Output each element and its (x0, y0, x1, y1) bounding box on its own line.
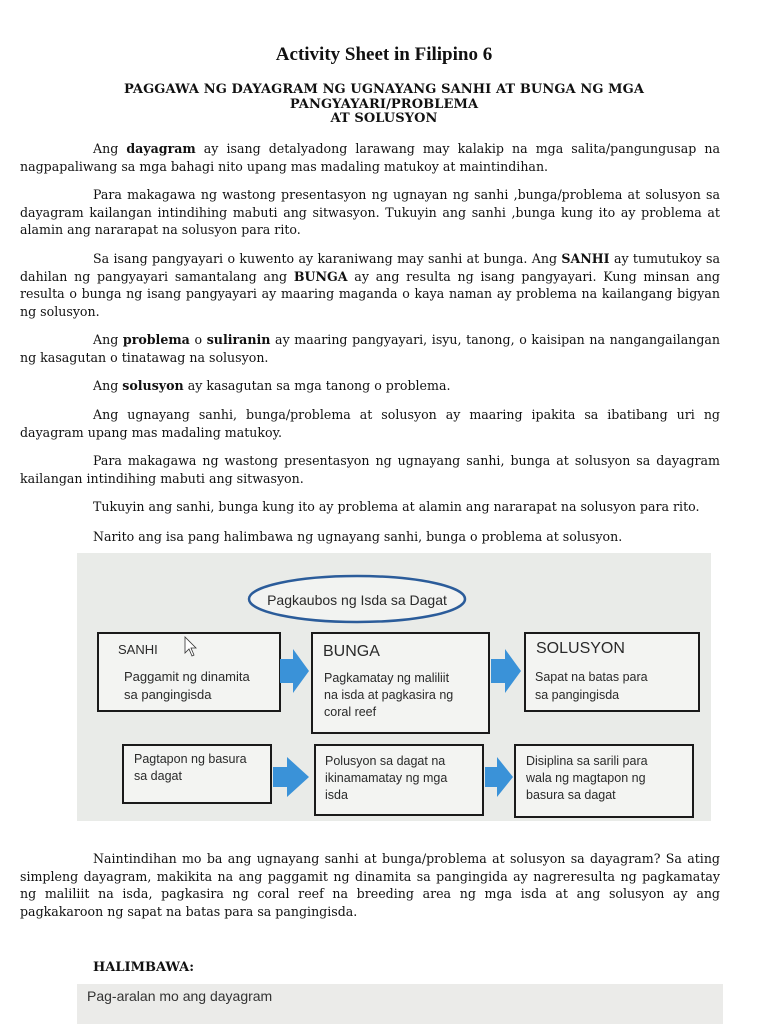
sanhi-1-line-1: Paggamit ng dinamita (124, 669, 250, 684)
solusyon-heading: SOLUSYON (536, 640, 625, 657)
arrow-right-icon (273, 757, 309, 797)
paragraph-naintindihan: Naintindihan mo ba ang ugnayang sanhi at bunga/problema at solusyon sa dayagram? Sa ating simpleng dayagram, makikita na ang paggamit ng dinamita sa pangingida ay nagreresulta ng pagkamatay ng maliliit na isda, pagkasira ng coral reef na breeding area ng mga isda at ang solusyon ay ang pagkakaroon ng sapat na batas para sa pangingisda. (20, 851, 720, 919)
term-solusyon: solusyon (122, 378, 184, 393)
sanhi-heading: SANHI (118, 642, 158, 657)
sanhi-2-line-1: Pagtapon ng basura (134, 752, 247, 766)
bunga-2-line-3: isda (325, 788, 348, 802)
solusyon-2-line-2: wala ng magtapon ng (526, 771, 646, 785)
bunga-1-line-3: coral reef (324, 705, 377, 719)
sanhi-2-line-2: sa dagat (134, 769, 182, 783)
term-bunga: BUNGA (293, 268, 348, 284)
subtitle-line-1: PAGGAWA NG DAYAGRAM NG UGNAYANG SANHI AT BUNGA NG MGA PANGYAYARI/PROBLEMA (123, 82, 645, 112)
study-diagram-label: Pag-aralan mo ang dayagram (87, 988, 273, 1004)
solusyon-2-line-3: basura sa dagat (526, 788, 616, 802)
solusyon-1-line-2: sa pangingisda (535, 688, 620, 702)
subtitle-line-2: AT SOLUSYON (330, 111, 438, 126)
page-title: Activity Sheet in Filipino 6 (275, 44, 493, 65)
paragraph-dayagram-definition: Ang dayagram ay isang detalyadong larawang may kalakip na mga salita/pangungusap na nagpapaliwang sa mga bahagi nito upang mas madaling matukoy at maintindihan. (20, 141, 720, 174)
paragraph-problema: Ang problema o suliranin ay maaring pangyayari, isyu, tanong, o kaisipan na nangangailangan ng kasagutan o tinatawag na solusyon. (20, 332, 720, 365)
bunga-1-line-1: Pagkamatay ng maliliit (324, 671, 450, 685)
bunga-1-line-2: na isda at pagkasira ng (324, 688, 454, 702)
paragraph-presentation: Para makagawa ng wastong presentasyon ng ugnayan ng sanhi ,bunga/problema at solusyon sa dayagram kailangan intindihing mabuti ang sitwasyon. Tukuyin ang sanhi ,bunga kung ito ay problema at alamin ang nararapat na solusyon para rito. (20, 187, 720, 237)
solusyon-2-line-1: Disiplina sa sarili para (526, 754, 648, 768)
term-sanhi: SANHI (561, 251, 610, 266)
diagram-topic: Pagkaubos ng Isda sa Dagat (267, 592, 447, 608)
term-dayagram: dayagram (126, 141, 196, 156)
arrow-right-icon (491, 649, 521, 693)
paragraph-ugnayan: Ang ugnayang sanhi, bunga/problema at solusyon ay maaring ipakita sa ibatibang uri ng dayagram upang mas madaling matukoy. (20, 407, 720, 440)
study-diagram-image (77, 984, 723, 1024)
bunga-2-line-2: ikinamamatay ng mga (325, 771, 448, 785)
term-problema: problema (122, 332, 190, 347)
cause-effect-diagram (77, 553, 711, 821)
diagram-svg (77, 553, 711, 821)
paragraph-narito: Narito ang isa pang halimbawa ng ugnayang sanhi, bunga o problema at solusyon. (93, 529, 623, 544)
paragraph-solusyon: Ang solusyon ay kasagutan sa mga tanong o problema. (93, 378, 451, 393)
term-suliranin: suliranin (206, 332, 271, 347)
bunga-heading: BUNGA (323, 643, 380, 660)
halimbawa-heading: HALIMBAWA: (93, 960, 195, 975)
arrow-right-icon (485, 757, 513, 797)
paragraph-presentation-2: Para makagawa ng wastong presentasyon ng ugnayang sanhi, bunga at solusyon sa dayagram kailangan intindihing mabuti ang sitwasyon. (20, 453, 720, 486)
arrow-right-icon (280, 649, 309, 693)
sanhi-1-line-2: sa pangingisda (124, 687, 212, 702)
paragraph-tukuyin: Tukuyin ang sanhi, bunga kung ito ay problema at alamin ang nararapat na solusyon para rito. (93, 499, 700, 514)
paragraph-sanhi-bunga: Sa isang pangyayari o kuwento ay karaniwang may sanhi at bunga. Ang SANHI ay tumutukoy sa dahilan ng pangyayari samantalang ang BUNGA ay ang resulta ng isang pangyayari. Kung minsan ang resulta o bunga ng isang pangyayari ay maaring maganda o kaya naman ay problema na kailangang bigyan ng solusyon. (20, 251, 720, 319)
solusyon-1-line-1: Sapat na batas para (535, 670, 648, 684)
bunga-2-line-1: Polusyon sa dagat na (325, 754, 446, 768)
